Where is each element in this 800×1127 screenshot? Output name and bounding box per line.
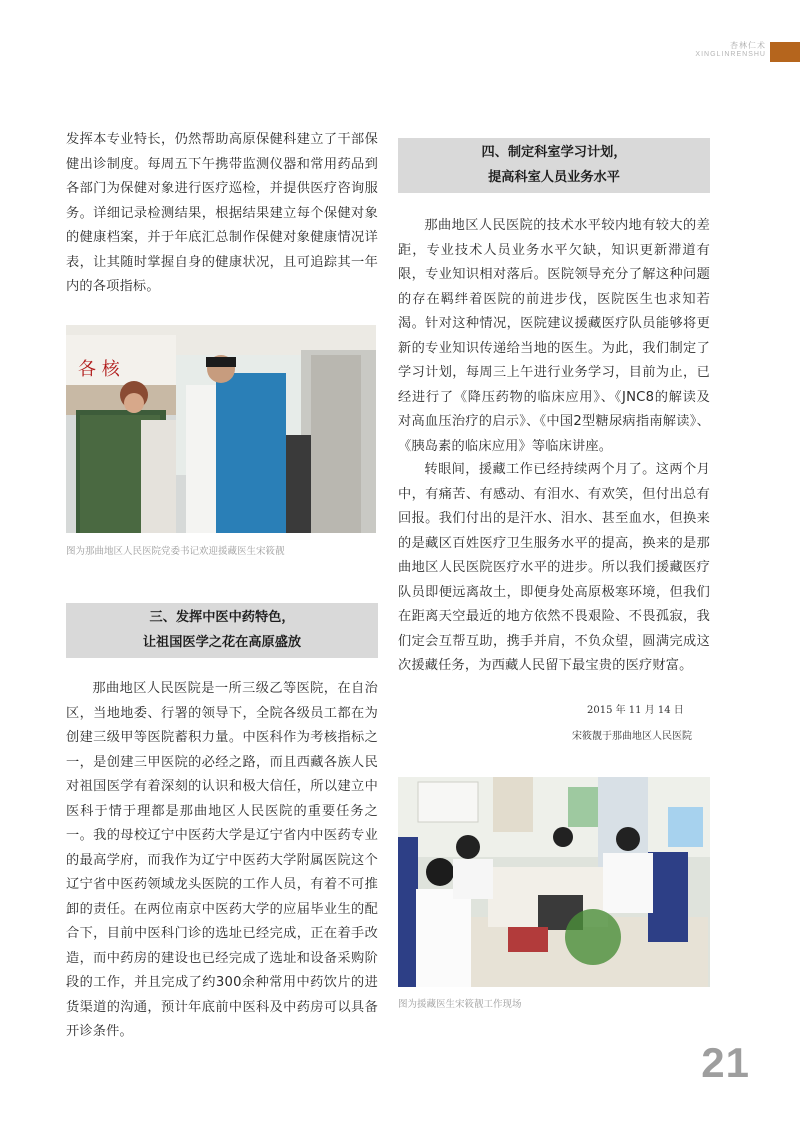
section-4-line-2: 提高科室人员业务水平: [488, 169, 620, 185]
photo-workplace: [398, 777, 710, 987]
brand-cn: 杏林仁术: [730, 41, 766, 50]
body-text: 转眼间，援藏工作已经持续两个月了。这两个月中，有痛苦、有感动、有泪水、有欢笑，但付出总有回报。我们付出的是汗水、泪水、甚至血水，但换来的是藏区百姓医疗卫生服务水平的提高，换来的是那曲地区人民医院医疗水平的进步。所以我们援藏医疗队员即便远离故土，即便身处高原极寒环境，但我们在距离天空最近的地方依然不畏艰险、不畏孤寂，我们定会互帮互助，携手并肩，不负众望，圆满完成这次援藏任务，为西藏人民留下最宝贵的医疗财富。: [398, 462, 710, 673]
photo-workplace-caption: 图为援藏医生宋筱靓工作现场: [398, 999, 522, 1010]
body-text: 发挥本专业特长，仍然帮助高原保健科建立了干部保健出诊制度。每周五下午携带监测仪器和常用药品到各部门为保健对象进行医疗巡检，并提供医疗咨询服务。详细记录检测结果，根据结果建立每个保健对象的健康档案，并于年底汇总制作保健对象健康情况详表，让其随时掌握自身的健康状况，且可追踪其一年内的各项指标。: [66, 132, 378, 294]
signature-author: 宋筱靓于那曲地区人民医院: [572, 731, 692, 742]
left-para-1: [66, 128, 378, 300]
right-para-3: [398, 214, 710, 459]
header-brand: [695, 42, 766, 58]
photo-welcome-illustration: [66, 325, 376, 533]
section-box: [66, 603, 378, 658]
body-text: 那曲地区人民医院是一所三级乙等医院，在自治区，当地地委、行署的领导下，全院各级员工都在为创建三级甲等医院蓄积力量。中医科作为考核指标之一，是创建三甲医院的必经之路，而且西藏各族人民对祖国医学有着深刻的认识和极大信任，所以建立中医科于情于理都是那曲地区人民医院的重要任务之一。我的母校辽宁中医药大学是辽宁省内中医药专业的最高学府，而我作为辽宁中医药大学附属医院这个辽宁省中医药领域龙头医院的工作人员，有着不可推卸的责任。在两位南京中医药大学的应届毕业生的配合下，目前中医科门诊的选址已经完成，正在着手改造，而中药房的建设也已经完成了选址和设备采购阶段的工作，并且完成了约300余种常用中药饮片的进货渠道的沟通，预计年底前中医科及中药房可以具备开诊条件。: [66, 681, 378, 1039]
section-4-line-1: 四、制定科室学习计划，: [481, 145, 627, 160]
body-text: 那曲地区人民医院的技术水平较内地有较大的差距，专业技术人员业务水平欠缺，知识更新滞道有限，专业知识相对落后。医院领导充分了解这种问题的存在羁绊着医院的前进步伐，医院医生也求知若渴。针对这种情况，医院建议援藏医疗队员能够将更新的专业知识传递给当地的医生。为此，我们制定了学习计划，每周三上午进行业务学习，目前为止，已经进行了《降压药物的临床应用》、《JNC8的解读及对高血压治疗的启示》、《中国2型糖尿病指南解读》、《胰岛素的临床应用》等临床讲座。: [398, 218, 710, 454]
signature-date: 2015 年 11 月 14 日: [587, 705, 684, 716]
section-3-line-1: 三、发挥中医中药特色，: [149, 610, 295, 625]
right-para-4: [398, 458, 710, 679]
page-number: 21: [701, 1039, 750, 1086]
photo-welcome-caption: 图为那曲地区人民医院党委书记欢迎援藏医生宋筱靓: [66, 546, 285, 557]
brand-en: XINGLINRENSHU: [695, 50, 766, 58]
sign-text: 各 核: [78, 359, 120, 380]
section-box: [398, 138, 710, 193]
photo-workplace-illustration: [398, 777, 710, 987]
section-4-heading: [398, 138, 710, 193]
left-para-2: [66, 677, 378, 1045]
header-color-tab: [770, 42, 800, 62]
section-3-line-2: 让祖国医学之花在高原盛放: [142, 634, 302, 650]
section-3-heading: [66, 603, 378, 658]
photo-welcome: [66, 325, 376, 533]
